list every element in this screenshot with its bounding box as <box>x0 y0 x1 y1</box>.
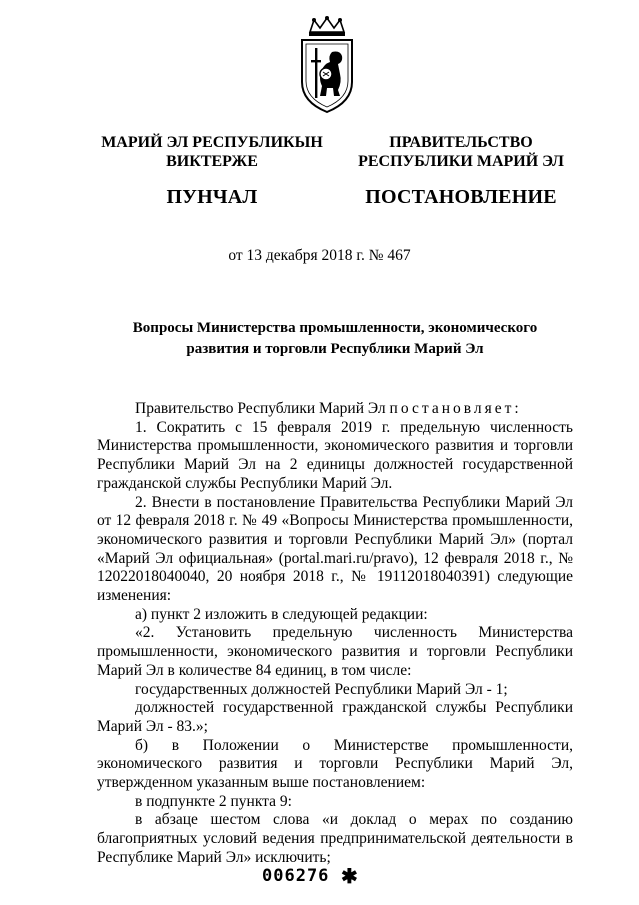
paragraph-subclause: в подпункте 2 пункта 9: <box>135 792 292 810</box>
header-left-doc-type: ПУНЧАЛ <box>166 186 258 208</box>
preamble-subject: Правительство Республики Марий Эл <box>135 400 386 417</box>
paragraph-sixth-indent: в абзаце шестом слова «и доклад о мерах по созданию благоприятных условий ведения предпринимательской деятельности в Республике Марий Эл» исключить; <box>97 811 573 866</box>
document-title <box>100 318 570 360</box>
paragraph-state-positions: государственных должностей Республики Марий Эл - 1; <box>135 680 508 698</box>
title-line-1: Вопросы Министерства промышленности, экономического <box>132 320 538 336</box>
form-serial-number: 006276 <box>262 866 330 886</box>
preamble-verb: постановляет: <box>389 400 522 417</box>
paragraph-1: 1. Сократить с 15 февраля 2019 г. предельную численность Министерства промышленности, экономического развития и торговли Республики Марий Эл на 2 единицы должностей государственной гражданской службы Республики Марий Эл. <box>97 418 573 492</box>
title-line-2: развития и торговли Республики Марий Эл <box>186 341 484 357</box>
document-body <box>97 400 573 868</box>
coat-of-arms-emblem <box>296 16 358 114</box>
asterisk-mark: ✱ <box>341 866 358 888</box>
paragraph-quoted-2: «2. Установить предельную численность Министерства промышленности, экономического развития и торговли Республики Марий Эл в количестве 84 единиц, в том числе: <box>97 624 573 679</box>
header-mari-block <box>86 133 338 209</box>
header-left-line2: ВИКТЕРЖЕ <box>166 153 258 170</box>
header-right-line1: ПРАВИТЕЛЬСТВО <box>389 134 533 151</box>
date-and-number: от 13 декабря 2018 г. № 467 <box>228 247 411 264</box>
preamble <box>97 400 573 419</box>
paragraph-2: 2. Внести в постановление Правительства Республики Марий Эл от 12 февраля 2018 г. № 49 «Вопросы Министерства промышленности, экономического развития и торговли Республики Марий Эл» (портал «Марий Эл официальная» (portal.mari.ru/pravo), 12 февраля 2018 г., № 12022018040040, 20 ноября 2018 г., № 19112018040391) следующие изменения: <box>97 493 573 605</box>
header-russian-block <box>330 133 592 209</box>
header-right-doc-type: ПОСТАНОВЛЕНИЕ <box>365 186 557 208</box>
paragraph-2a: а) пункт 2 изложить в следующей редакции: <box>135 605 428 623</box>
paragraph-2b: б) в Положении о Министерстве промышленности, экономического развития и торговли Республики Марий Эл, утвержденном указанным выше постановлением: <box>97 736 573 792</box>
header-right-line2: РЕСПУБЛИКИ МАРИЙ ЭЛ <box>358 153 564 170</box>
header-left-line1: МАРИЙ ЭЛ РЕСПУБЛИКЫН <box>101 134 323 151</box>
paragraph-civil-service-positions: должностей государственной гражданской службы Республики Марий Эл - 83.»; <box>97 699 573 735</box>
